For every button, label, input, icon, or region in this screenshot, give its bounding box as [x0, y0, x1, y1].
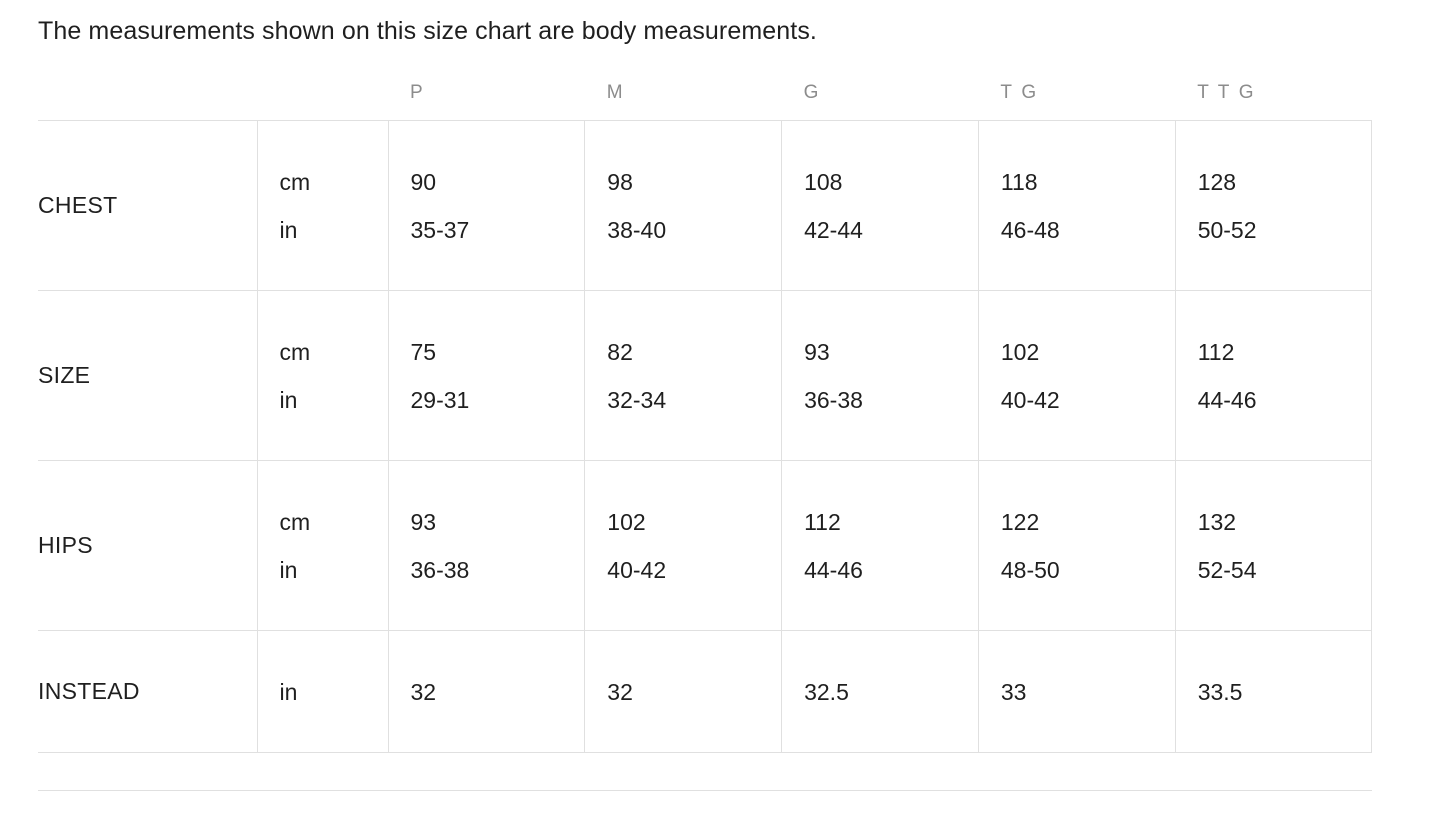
- table-row: [38, 121, 1372, 291]
- measure-in: 44-46: [1197, 386, 1257, 413]
- row-units-hips: [257, 461, 388, 631]
- cell-size-ttg: [1175, 291, 1372, 461]
- measure-cm: 93: [804, 338, 830, 365]
- header-blank-unit: [257, 82, 388, 121]
- cell-chest-g: [782, 121, 979, 291]
- header-row: [38, 82, 1372, 121]
- cell-chest-tg: [978, 121, 1175, 291]
- table-row: [38, 291, 1372, 461]
- measure-in: 44-46: [804, 556, 863, 583]
- row-label-chest: CHEST: [38, 121, 257, 291]
- cell-size-g: [782, 291, 979, 461]
- header-size-m: M: [606, 82, 625, 103]
- unit-value: cm: [279, 338, 311, 365]
- measure-in: 42-44: [804, 216, 863, 243]
- measure-cm: 112: [804, 508, 841, 535]
- table-row: [38, 631, 1372, 753]
- cell-size-tg: [978, 291, 1175, 461]
- measure-in: 50-52: [1197, 216, 1257, 243]
- header-size-p: P: [410, 82, 425, 103]
- measure-in: 46-48: [1000, 216, 1060, 243]
- cell-instead-p: [388, 631, 585, 753]
- cell-size-p: [388, 291, 585, 461]
- cell-size-m: [585, 291, 782, 461]
- table-body: [38, 121, 1372, 753]
- cell-instead-m: [585, 631, 782, 753]
- measure-in: 36-38: [410, 556, 470, 583]
- measure-cm: 112: [1197, 338, 1235, 365]
- measure-in: 32-34: [607, 386, 667, 413]
- measure-cm: 75: [410, 338, 437, 365]
- header-size-g: G: [803, 82, 821, 103]
- cell-hips-tg: [978, 461, 1175, 631]
- cell-instead-tg: [978, 631, 1175, 753]
- measure-in: 32: [607, 678, 633, 705]
- unit-value: in: [279, 386, 298, 413]
- row-label-instead: INSTEAD: [38, 631, 257, 753]
- row-label-size: SIZE: [38, 291, 257, 461]
- cell-hips-m: [585, 461, 782, 631]
- cell-hips-p: [388, 461, 585, 631]
- cell-chest-m: [585, 121, 782, 291]
- header-size-ttg: T T G: [1197, 82, 1256, 103]
- measure-cm: 98: [607, 168, 633, 195]
- measure-in: 40-42: [607, 556, 667, 583]
- table-header: [38, 82, 1372, 121]
- bottom-divider: [38, 790, 1372, 791]
- measure-cm: 90: [410, 168, 437, 195]
- measure-in: 52-54: [1197, 556, 1257, 583]
- measure-in: 32: [410, 678, 437, 705]
- header-size-tg: T G: [1000, 82, 1039, 103]
- unit-value: cm: [279, 508, 311, 535]
- measure-in: 36-38: [804, 386, 863, 413]
- size-chart-table: [38, 82, 1372, 753]
- measure-in: 33: [1000, 678, 1027, 705]
- measure-in: 35-37: [410, 216, 470, 243]
- measure-in: 40-42: [1000, 386, 1060, 413]
- measure-cm: 122: [1000, 508, 1040, 535]
- cell-chest-p: [388, 121, 585, 291]
- measure-in: 29-31: [410, 386, 470, 413]
- row-units-instead: [257, 631, 388, 753]
- measure-cm: 132: [1197, 508, 1237, 535]
- unit-value: cm: [279, 168, 311, 195]
- measure-cm: 128: [1197, 168, 1237, 195]
- table-row: [38, 461, 1372, 631]
- row-units-chest: [257, 121, 388, 291]
- cell-instead-g: [782, 631, 979, 753]
- measure-cm: 108: [804, 168, 843, 195]
- row-label-hips: HIPS: [38, 461, 257, 631]
- unit-value: in: [279, 556, 298, 583]
- intro-text: The measurements shown on this size chart are body measurements.: [38, 17, 817, 45]
- cell-hips-ttg: [1175, 461, 1372, 631]
- measure-in: 33.5: [1197, 678, 1243, 705]
- cell-chest-ttg: [1175, 121, 1372, 291]
- cell-hips-g: [782, 461, 979, 631]
- measure-in: 38-40: [607, 216, 667, 243]
- measure-cm: 102: [1000, 338, 1040, 365]
- measure-cm: 82: [607, 338, 633, 365]
- row-units-size: [257, 291, 388, 461]
- measure-in: 48-50: [1000, 556, 1060, 583]
- measure-in: 32.5: [804, 678, 849, 705]
- measure-cm: 118: [1000, 168, 1038, 195]
- unit-value: in: [279, 678, 298, 705]
- unit-value: in: [279, 216, 298, 243]
- header-blank-label: [38, 82, 257, 121]
- measure-cm: 102: [607, 508, 646, 535]
- measure-cm: 93: [410, 508, 437, 535]
- cell-instead-ttg: [1175, 631, 1372, 753]
